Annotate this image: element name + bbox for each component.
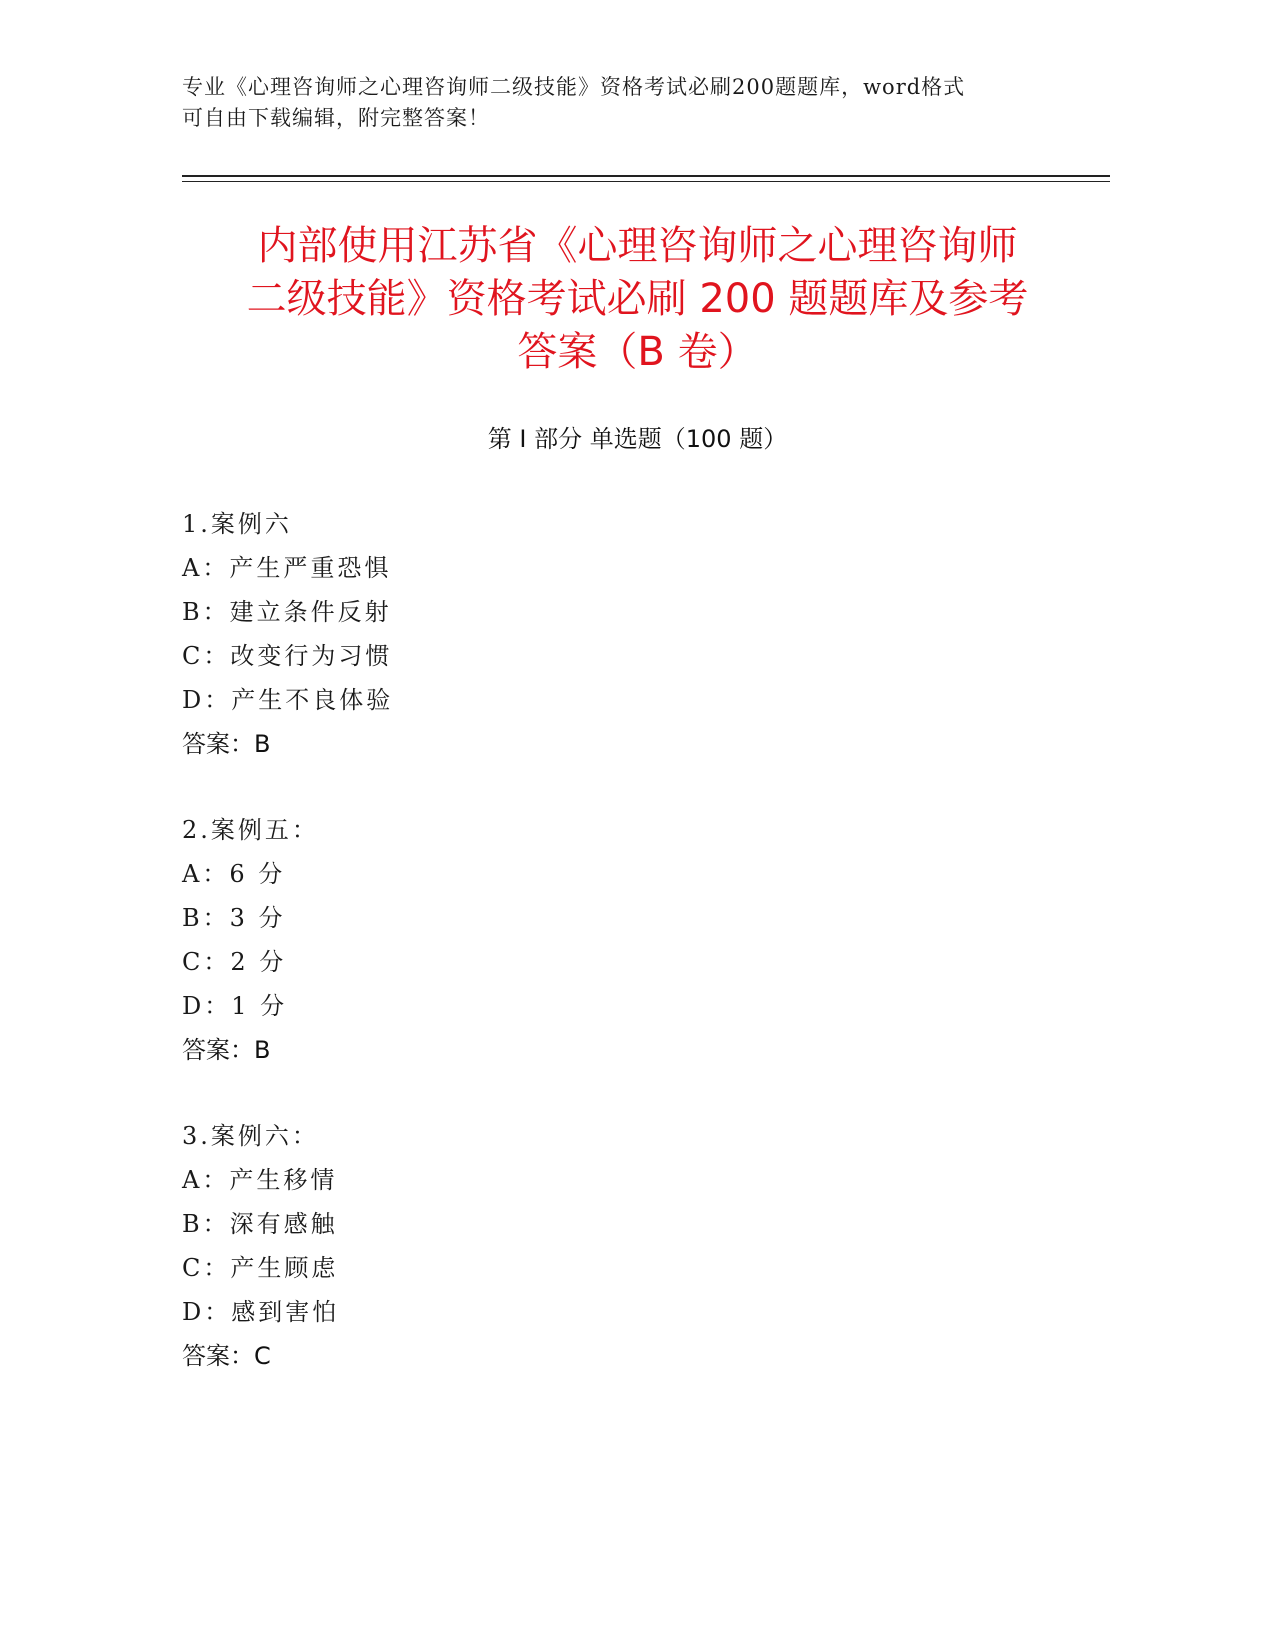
header-divider-thick xyxy=(182,175,1110,177)
option-b: B：建立条件反射 xyxy=(182,598,392,626)
header-note-line-2: 可自由下载编辑，附完整答案！ xyxy=(182,106,490,130)
document-title xyxy=(150,220,1125,379)
option-d: D：感到害怕 xyxy=(182,1298,340,1326)
option-a: A：产生严重恐惧 xyxy=(182,554,392,582)
document-title-line-1: 内部使用江苏省《心理咨询师之心理咨询师 xyxy=(257,223,1018,269)
option-d: D：1 分 xyxy=(182,992,288,1020)
option-b: B：3 分 xyxy=(182,904,286,932)
answer: 答案：B xyxy=(182,1036,271,1064)
option-a: A：产生移情 xyxy=(182,1166,338,1194)
header-note xyxy=(182,72,1052,134)
option-b: B：深有感触 xyxy=(182,1210,338,1238)
option-c: C：改变行为习惯 xyxy=(182,642,393,670)
document-title-line-2: 二级技能》资格考试必刷 200 题题库及参考 xyxy=(246,276,1029,322)
section-heading: 第 I 部分 单选题（100 题） xyxy=(487,425,788,453)
option-c: C：产生顾虑 xyxy=(182,1254,339,1282)
question-stem: 2.案例五： xyxy=(182,816,319,844)
option-a: A：6 分 xyxy=(182,860,286,888)
header-divider-thin xyxy=(182,181,1110,182)
option-d: D：产生不良体验 xyxy=(182,686,394,714)
question-3 xyxy=(182,1114,882,1378)
question-1 xyxy=(182,502,882,766)
option-c: C：2 分 xyxy=(182,948,287,976)
header-note-line-1: 专业《心理咨询师之心理咨询师二级技能》资格考试必刷200题题库，word格式 xyxy=(182,75,966,99)
question-stem: 1.案例六 xyxy=(182,510,292,538)
document-title-line-3: 答案（B 卷） xyxy=(517,329,758,375)
answer: 答案：B xyxy=(182,730,271,758)
question-2 xyxy=(182,808,882,1072)
answer: 答案：C xyxy=(182,1342,271,1370)
question-stem: 3.案例六： xyxy=(182,1122,319,1150)
